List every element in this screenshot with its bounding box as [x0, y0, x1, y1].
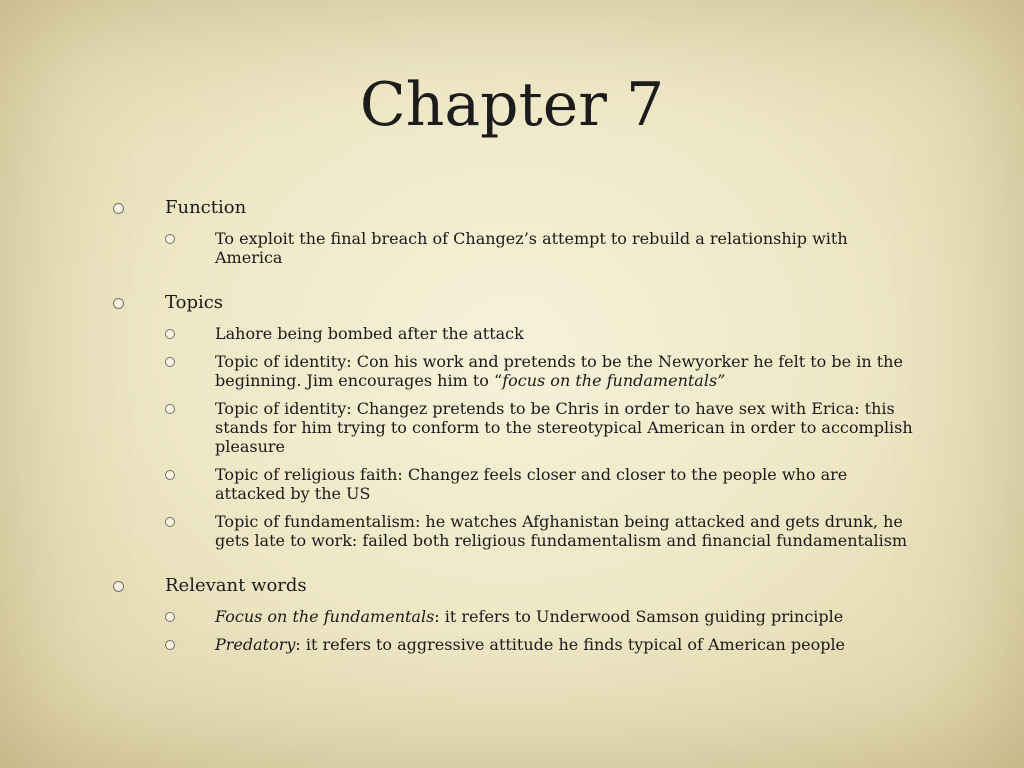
bullet-level2 [110, 465, 920, 503]
bullet-level2 [110, 399, 920, 456]
bullet-level1 [110, 291, 920, 315]
bullet-level2 [110, 635, 920, 654]
section-relevant-words [110, 574, 920, 654]
bullet-italic-lead: Focus on the fundamentals [215, 607, 435, 626]
bullet-text: : it refers to Underwood Samson guiding principle [434, 607, 844, 626]
section-topics [110, 291, 920, 550]
bullet-level2 [110, 607, 920, 626]
circle-bullet-icon [165, 517, 175, 527]
circle-bullet-icon [165, 612, 175, 622]
section-function [110, 196, 920, 267]
bullet-italic-text: focus on the fundamentals [502, 371, 718, 390]
bullet-text: Topic of identity: Con his work and pretends to be the Newyorker he felt to be in the beginning. Jim encourages him to “ [215, 352, 903, 390]
bullet-level1 [110, 196, 920, 220]
circle-bullet-icon [113, 298, 124, 309]
circle-bullet-icon [165, 357, 175, 367]
bullet-text: To exploit the final breach of Changez’s attempt to rebuild a relationship with America [215, 229, 848, 267]
bullet-level1 [110, 574, 920, 598]
bullet-italic-lead: Predatory [215, 635, 296, 654]
bullet-level2 [110, 352, 920, 390]
slide-content [110, 196, 920, 678]
bullet-level2 [110, 229, 920, 267]
section-heading: Function [165, 197, 247, 218]
circle-bullet-icon [165, 404, 175, 414]
circle-bullet-icon [165, 640, 175, 650]
bullet-text: Lahore being bombed after the attack [215, 324, 524, 343]
circle-bullet-icon [113, 203, 124, 214]
section-heading: Relevant words [165, 575, 307, 596]
bullet-text: : it refers to aggressive attitude he finds typical of American people [295, 635, 846, 654]
slide-title: Chapter 7 [359, 70, 665, 140]
bullet-text: Topic of identity: Changez pretends to be Chris in order to have sex with Erica: this stands for him trying to conform to the stereotypical American in order to accomplish pleasure [215, 399, 913, 456]
section-heading: Topics [165, 292, 224, 313]
circle-bullet-icon [165, 234, 175, 244]
bullet-text-tail: ” [717, 371, 726, 390]
bullet-text: Topic of religious faith: Changez feels closer and closer to the people who are attacked by the US [215, 465, 848, 503]
bullet-level2 [110, 324, 920, 343]
circle-bullet-icon [113, 581, 124, 592]
bullet-level2 [110, 512, 920, 550]
circle-bullet-icon [165, 329, 175, 339]
circle-bullet-icon [165, 470, 175, 480]
bullet-text: Topic of fundamentalism: he watches Afghanistan being attacked and gets drunk, he gets late to work: failed both religious fundamentalism and financial fundamentalism [215, 512, 908, 550]
